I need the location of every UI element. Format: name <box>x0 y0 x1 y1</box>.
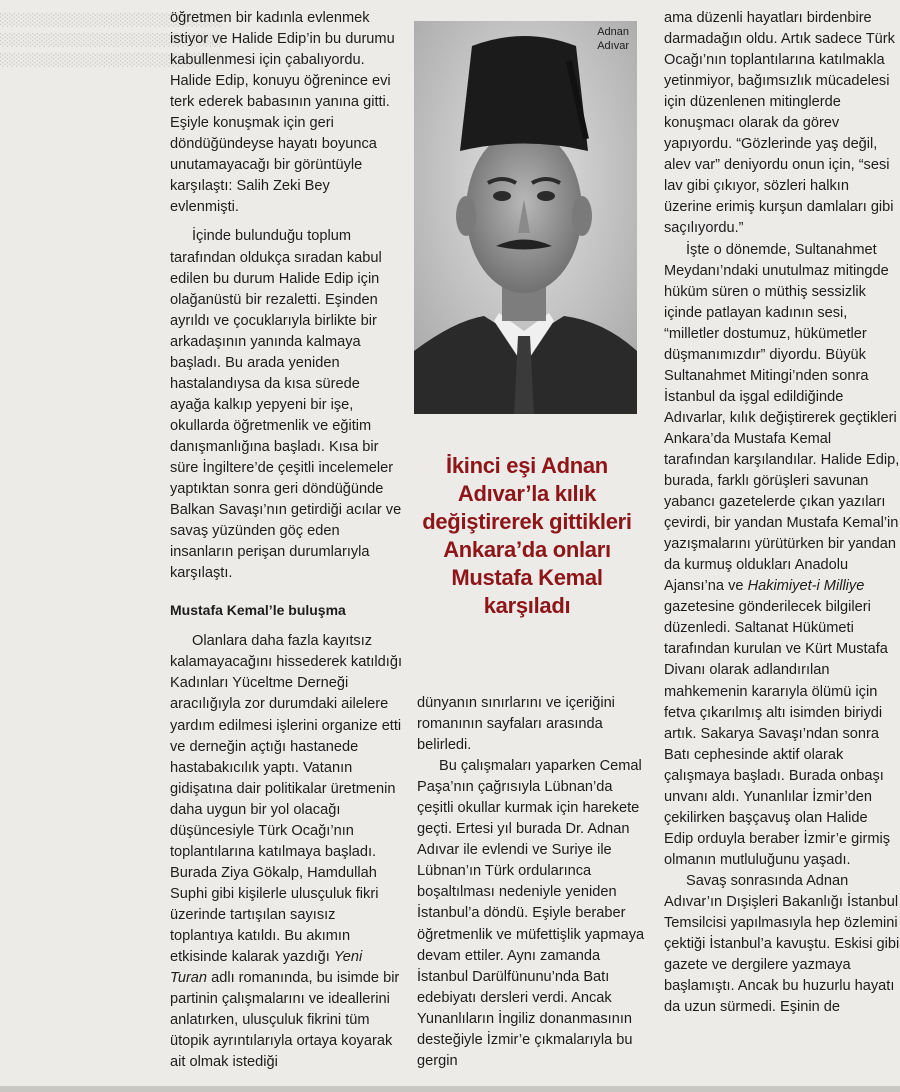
pull-quote: İkinci eşi Adnan Adıvar’la kılık değiştirerek gittikleri Ankara’da onları Mustafa Kemal karşıladı <box>422 453 632 618</box>
paragraph <box>170 631 402 1073</box>
paragraph-text: İşte o dönemde, Sultanahmet Meydanı’ndaki unutulmaz mitingde hüküm süren o müthiş sessizlik içinde patlayan kadının sesi, “milletler dostumuz, hükümetler düşmanımızdır” diyordu. Büyük Sultanahmet Mitingi’nden sonra İstanbul da işgal edildiğinde Adıvarlar, kılık değiştirerek geçtikleri Ankara’da Mustafa Kemal tarafından karşılandılar. Halide Edip, burada, farklı görüşleri savunan yabancı gazetelerde çıkan yazıları çevirdi, bir yandan Mustafa Kemal’in yazışmalarını yürütürken bir yandan da kurmuş oldukları Anadolu Ajansı’na ve <box>664 241 900 595</box>
caption-line: Adnan <box>597 26 629 38</box>
paragraph: Savaş sonrasında Adnan Adıvar’ın Dışişleri Bakanlığı İstanbul Temsilcisi yapılmasıyla hep özlemini çektiği İstanbul’a kavuştu. Eskisi gibi gazete ve dergilere yazmaya başlamıştı. Ancak bu huzurlu hayatı da uzun sürmedi. Eşinin de <box>664 872 900 1016</box>
portrait-photo <box>414 21 637 414</box>
paragraph-text: adlı romanında, bu isimde bir partinin çalışmalarını ve ideallerini anlatırken, ulusçuluk fikrini tüm ütopik ayrıntılarıyla ortaya koyarak ait olmak istediği <box>170 970 400 1071</box>
page-edge <box>0 1086 900 1092</box>
paragraph: dünyanın sınırlarını ve içeriğini romanının sayfaları arasında belirledi. <box>417 695 615 754</box>
paragraph: ama düzenli hayatları birdenbire darmadağın oldu. Artık sadece Türk Ocağı’nın toplantılarına katılmakla yetinmiyor, bağımsızlık mücadelesi için düzenlenen mitinglerde konuşmacı olarak da görev yapıyordu. “Gözlerinde yaş değil, alev var” deniyordu onun için, “sesi lav gibi çıkıyor, sözleri halkın üzerine erimiş kurşun damlaları gibi saçılıyordu.” <box>664 10 895 237</box>
paragraph-text: Olanlara daha fazla kayıtsız kalamayacağını hissederek katıldığı Kadınları Yüceltme Derneği aracılığıyla zor durumdaki ailelere yardım edilmesi işlerini organize etti ve derneğin açtığı hastanede hastabakıcılık yaptı. Vatanın gidişatına dair politikalar üretmenin daha uygun bir yol olacağı düşüncesiyle Türk Ocağı’nın toplantılarına katılmaya başladı. Burada Ziya Gökalp, Hamdullah Suphi gibi kişilerle ulusçuluk fikri üzerinde tartışılan sayısız toplantıya katıldı. Bu akımın etkisinde kalarak yazdığı <box>170 633 403 966</box>
photo-caption <box>597 25 629 53</box>
show-through-texture: ░░░░░░░░░░░░░░░░░░░░░░░░ ░░░░░░░░░░░░░░░░░░░░░░░░ ░░░░░░░░░░░░░░░░░░░░░░░░ <box>0 13 222 67</box>
column-2 <box>417 693 649 1072</box>
portrait-image <box>414 21 637 414</box>
paragraph: Bu çalışmaları yaparken Cemal Paşa’nın çağrısıyla Lübnan’da çeşitli okullar kurmak için harekete geçti. Ertesi yıl burada Dr. Adnan Adıvar ile evlendi ve Suriye ile Lübnan’ın Türk ordularınca boşaltılması nedeniyle yeniden İstanbul’a döndü. Eşiyle beraber öğretmenlik ve müfettişlik yapmaya devam ettiler. Aynı zamanda İstanbul Darülfünunu’nda Batı edebiyatı dersleri verdi. Ancak Yunanlıların İngiliz donanmasının desteğiyle İzmir’e çıkmalarıyla bu gergin <box>417 758 645 1069</box>
paragraph-text: gazetesine gönderilecek bilgileri düzenledi. Saltanat Hükümeti tarafından kurulan ve Kürt Mustafa Divanı olarak adlandırılan mahkemenin kararıyla ölümü için fetva çıkarılmış altı isimden biriydi artık. Sakarya Savaşı’ndan sonra Batı cephesinde aktif olarak çalışmaya başladı. Burada onbaşı unvanı aldı. Yunanlılar İzmir’den çekilirken başçavuş olan Halide Edip orduyla beraber İzmir’e girmiş olmanın mutluluğunu yaşadı. <box>664 599 891 868</box>
column-1 <box>170 8 402 1073</box>
column-3 <box>664 8 900 1018</box>
paragraph <box>664 240 900 871</box>
caption-line: Adıvar <box>597 40 629 52</box>
section-subheading: Mustafa Kemal’le buluşma <box>170 602 346 619</box>
book-title: Yeni Turan <box>170 949 363 987</box>
newspaper-title: Hakimiyet-i Milliye <box>747 578 865 595</box>
paragraph: öğretmen bir kadınla evlenmek istiyor ve Halide Edip’in bu durumu kabullenmesi için çabalıyordu. Halide Edip, konuyu öğrenince evi terk ederek babasının yanına gitti. Eşiyle konuşmak için geri döndüğündeyse hayatı boyunca unutamayacağı bir görüntüyle karşılaştı: Salih Zeki Bey evlenmişti. <box>170 10 395 216</box>
paragraph: İçinde bulunduğu toplum tarafından oldukça sıradan kabul edilen bu durum Halide Edip için olağanüstü bir rezaletti. Eşinden ayrıldı ve çocuklarıyla birlikte bir arkadaşının yanında kalmaya başladı. Bu arada yeniden hastalandıysa da kısa sürede ayağa kalkıp yepyeni bir işe, okullarda öğretmenlik ve eğitim danışmanlığına başladı. Kısa bir süre İngiltere’de çeşitli incelemeler yaptıktan sonra geri döndüğünde Balkan Savaşı’nın getirdiği acılar ve savaş yüzünden göç eden insanların perişan durumlarıyla karşılaştı. <box>170 228 402 582</box>
